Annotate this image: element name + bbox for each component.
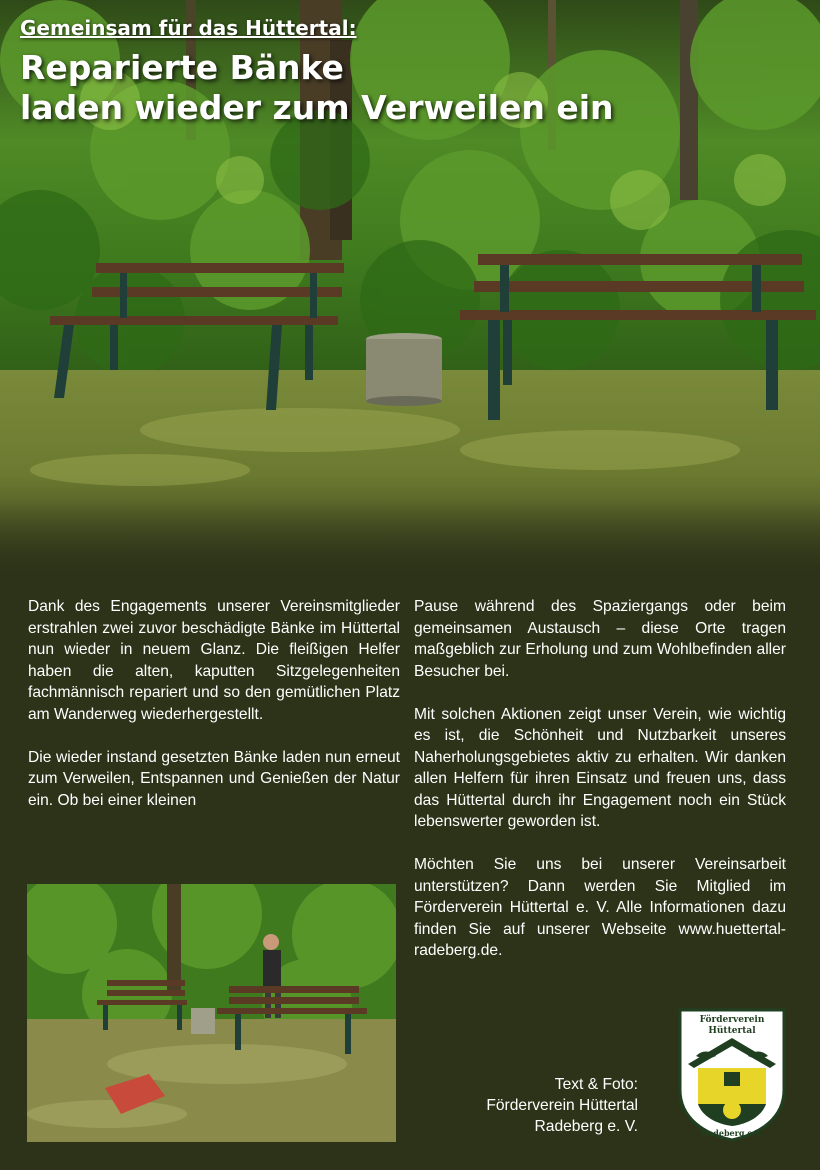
article-left-column <box>28 596 400 833</box>
title-line-1: Reparierte Bänke <box>20 48 344 87</box>
inset-photo <box>27 884 396 1142</box>
credit-line-2: Förderverein Hüttertal <box>486 1097 638 1114</box>
header-kicker: Gemeinsam für das Hüttertal: <box>20 16 357 40</box>
paragraph: Möchten Sie uns bei unserer Vereinsarbeit unterstützen? Dann werden Sie Mitglied im Förderverein Hüttertal e. V. Alle Informationen dazu finden Sie auf unserer Webseite www.huettertal-radeberg.de. <box>414 856 786 959</box>
paragraph: Die wieder instand gesetzten Bänke laden nun erneut zum Verweilen, Entspannen und Genießen der Natur ein. Ob bei einer kleinen <box>28 748 400 809</box>
paragraph: Dank des Engagements unserer Vereinsmitglieder erstrahlen zwei zuvor beschädigte Bänke im Hüttertal nun wieder in neuem Glanz. Die fleißigen Helfer haben die alten, kaputten Sitzgelegenheiten fachmännisch repariert und so den gemütlichen Platz am Wanderweg wiederhergestellt. <box>28 598 400 723</box>
credit-line-3: Radeberg e. V. <box>534 1118 638 1135</box>
association-logo <box>676 1006 788 1142</box>
title-line-2: laden wieder zum Verweilen ein <box>20 88 614 127</box>
svg-text:Hüttertal: Hüttertal <box>708 1026 756 1036</box>
svg-text:Förderverein: Förderverein <box>699 1015 765 1025</box>
paragraph: Mit solchen Aktionen zeigt unser Verein, wie wichtig es ist, die Schönheit und Nutzbarkeit unseres Naherholungsgebietes aktiv zu erhalten. Wir danken allen Helfern für ihren Einsatz und freuen uns, dass das Hüttertal durch ihr Engagement noch ein Stück lebenswerter geworden ist. <box>414 705 786 830</box>
photo-credit <box>400 1074 638 1137</box>
credit-line-1: Text & Foto: <box>554 1076 638 1093</box>
svg-text:Radeberg e.V.: Radeberg e.V. <box>701 1128 763 1138</box>
page-title <box>20 48 614 128</box>
hero-photo <box>0 0 820 580</box>
article-right-column <box>414 596 786 983</box>
stone-bin <box>366 333 442 406</box>
paragraph: Pause während des Spaziergangs oder beim gemeinsamen Austausch – diese Orte tragen maßgeblich zur Erholung und zum Wohlbefinden aller Besucher bei. <box>414 598 786 680</box>
